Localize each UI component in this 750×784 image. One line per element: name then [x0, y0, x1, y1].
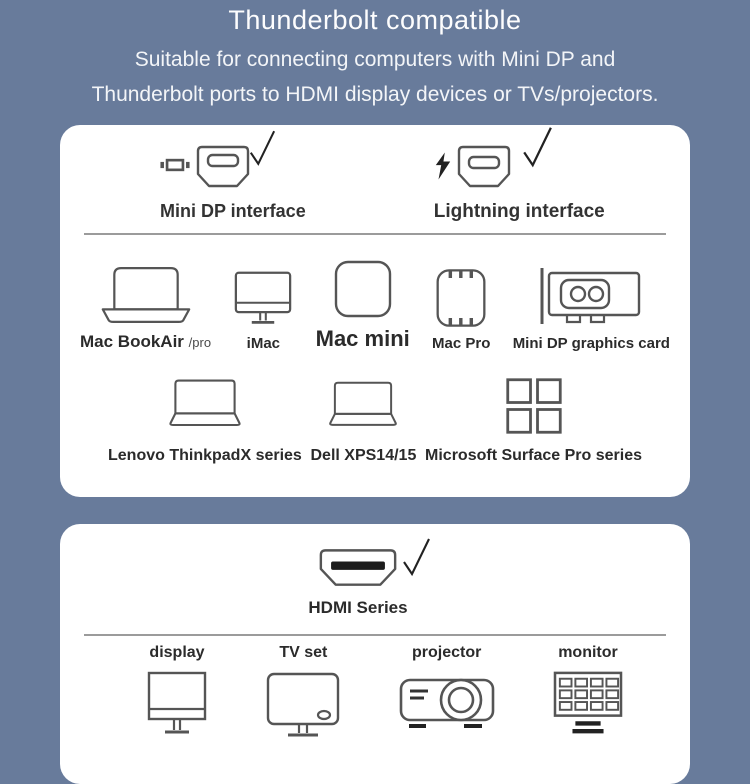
device-label: iMac	[246, 335, 281, 352]
output-monitor	[552, 644, 624, 742]
imac-icon	[233, 270, 293, 328]
device-dell-xps	[311, 374, 417, 465]
hdmi-port-icon	[319, 548, 397, 588]
output-label: monitor	[558, 644, 618, 661]
device-lenovo-thinkpad	[108, 372, 302, 465]
device-label: Dell XPS14/15	[310, 447, 417, 464]
checkmark-icon	[521, 125, 553, 169]
device-surface-pro	[425, 378, 642, 465]
macbook-laptop-icon	[98, 265, 194, 325]
divider	[84, 233, 666, 235]
divider	[84, 634, 666, 636]
lightning-bolt-icon	[434, 152, 452, 180]
monitor-grid-icon	[552, 670, 624, 736]
thunderbolt-port-icon	[455, 145, 513, 189]
projector-icon	[399, 670, 495, 736]
surface-logo-icon	[505, 378, 563, 434]
device-graphics-card	[513, 266, 670, 352]
mini-dp-cluster	[160, 145, 306, 189]
devices-row-2	[60, 372, 690, 465]
subtitle	[0, 42, 750, 112]
device-label: Mini DP graphics card	[512, 335, 670, 352]
output-display	[146, 644, 208, 742]
output-projector	[399, 644, 495, 742]
checkmark-icon	[248, 129, 276, 167]
checkmark-icon	[401, 536, 431, 578]
mac-pro-icon	[435, 268, 487, 328]
hdmi-cluster	[319, 548, 431, 588]
mac-mini-icon	[333, 259, 393, 319]
interface-row	[60, 125, 690, 223]
device-label: Mac BookAir /pro	[80, 332, 212, 351]
graphics-card-icon	[538, 266, 644, 328]
mini-dp-interface-group	[160, 145, 306, 222]
hdmi-series-label: HDMI Series	[308, 598, 408, 617]
device-label: Mac mini	[315, 326, 410, 351]
device-imac	[233, 270, 293, 352]
device-label-suffix: /pro	[188, 335, 212, 350]
header	[0, 0, 750, 112]
mini-dp-port-icon	[194, 145, 252, 189]
tv-set-icon	[265, 670, 341, 742]
outputs-row	[60, 644, 690, 742]
subtitle-line-2: Thunderbolt ports to HDMI display devices or TVs/projectors.	[91, 83, 659, 106]
devices-row-1	[60, 259, 690, 352]
output-label: TV set	[279, 644, 328, 661]
mini-dp-interface-label: Mini DP interface	[160, 201, 306, 221]
output-tv-set	[265, 644, 341, 742]
lightning-cluster	[434, 145, 605, 189]
display-icon	[146, 670, 208, 742]
page-title: Thunderbolt compatible	[228, 5, 522, 35]
laptop-icon	[165, 372, 245, 434]
device-label: Lenovo ThinkpadX series	[108, 447, 302, 464]
hdmi-card	[60, 524, 690, 784]
lightning-interface-group	[434, 145, 605, 223]
subtitle-line-1: Suitable for connecting computers with Mini DP and	[134, 48, 616, 71]
interfaces-card	[60, 125, 690, 497]
device-label: Microsoft Surface Pro series	[425, 447, 642, 464]
device-macbook	[80, 265, 211, 352]
output-label: display	[149, 644, 205, 661]
device-mac-pro	[432, 268, 490, 352]
output-label: projector	[411, 644, 482, 661]
lightning-interface-label: Lightning interface	[433, 201, 605, 222]
device-label: Mac Pro	[432, 335, 491, 352]
device-mac-mini	[316, 259, 410, 352]
hdmi-group	[60, 524, 690, 618]
laptop-icon	[325, 374, 401, 434]
displayport-logo-icon	[160, 158, 190, 172]
